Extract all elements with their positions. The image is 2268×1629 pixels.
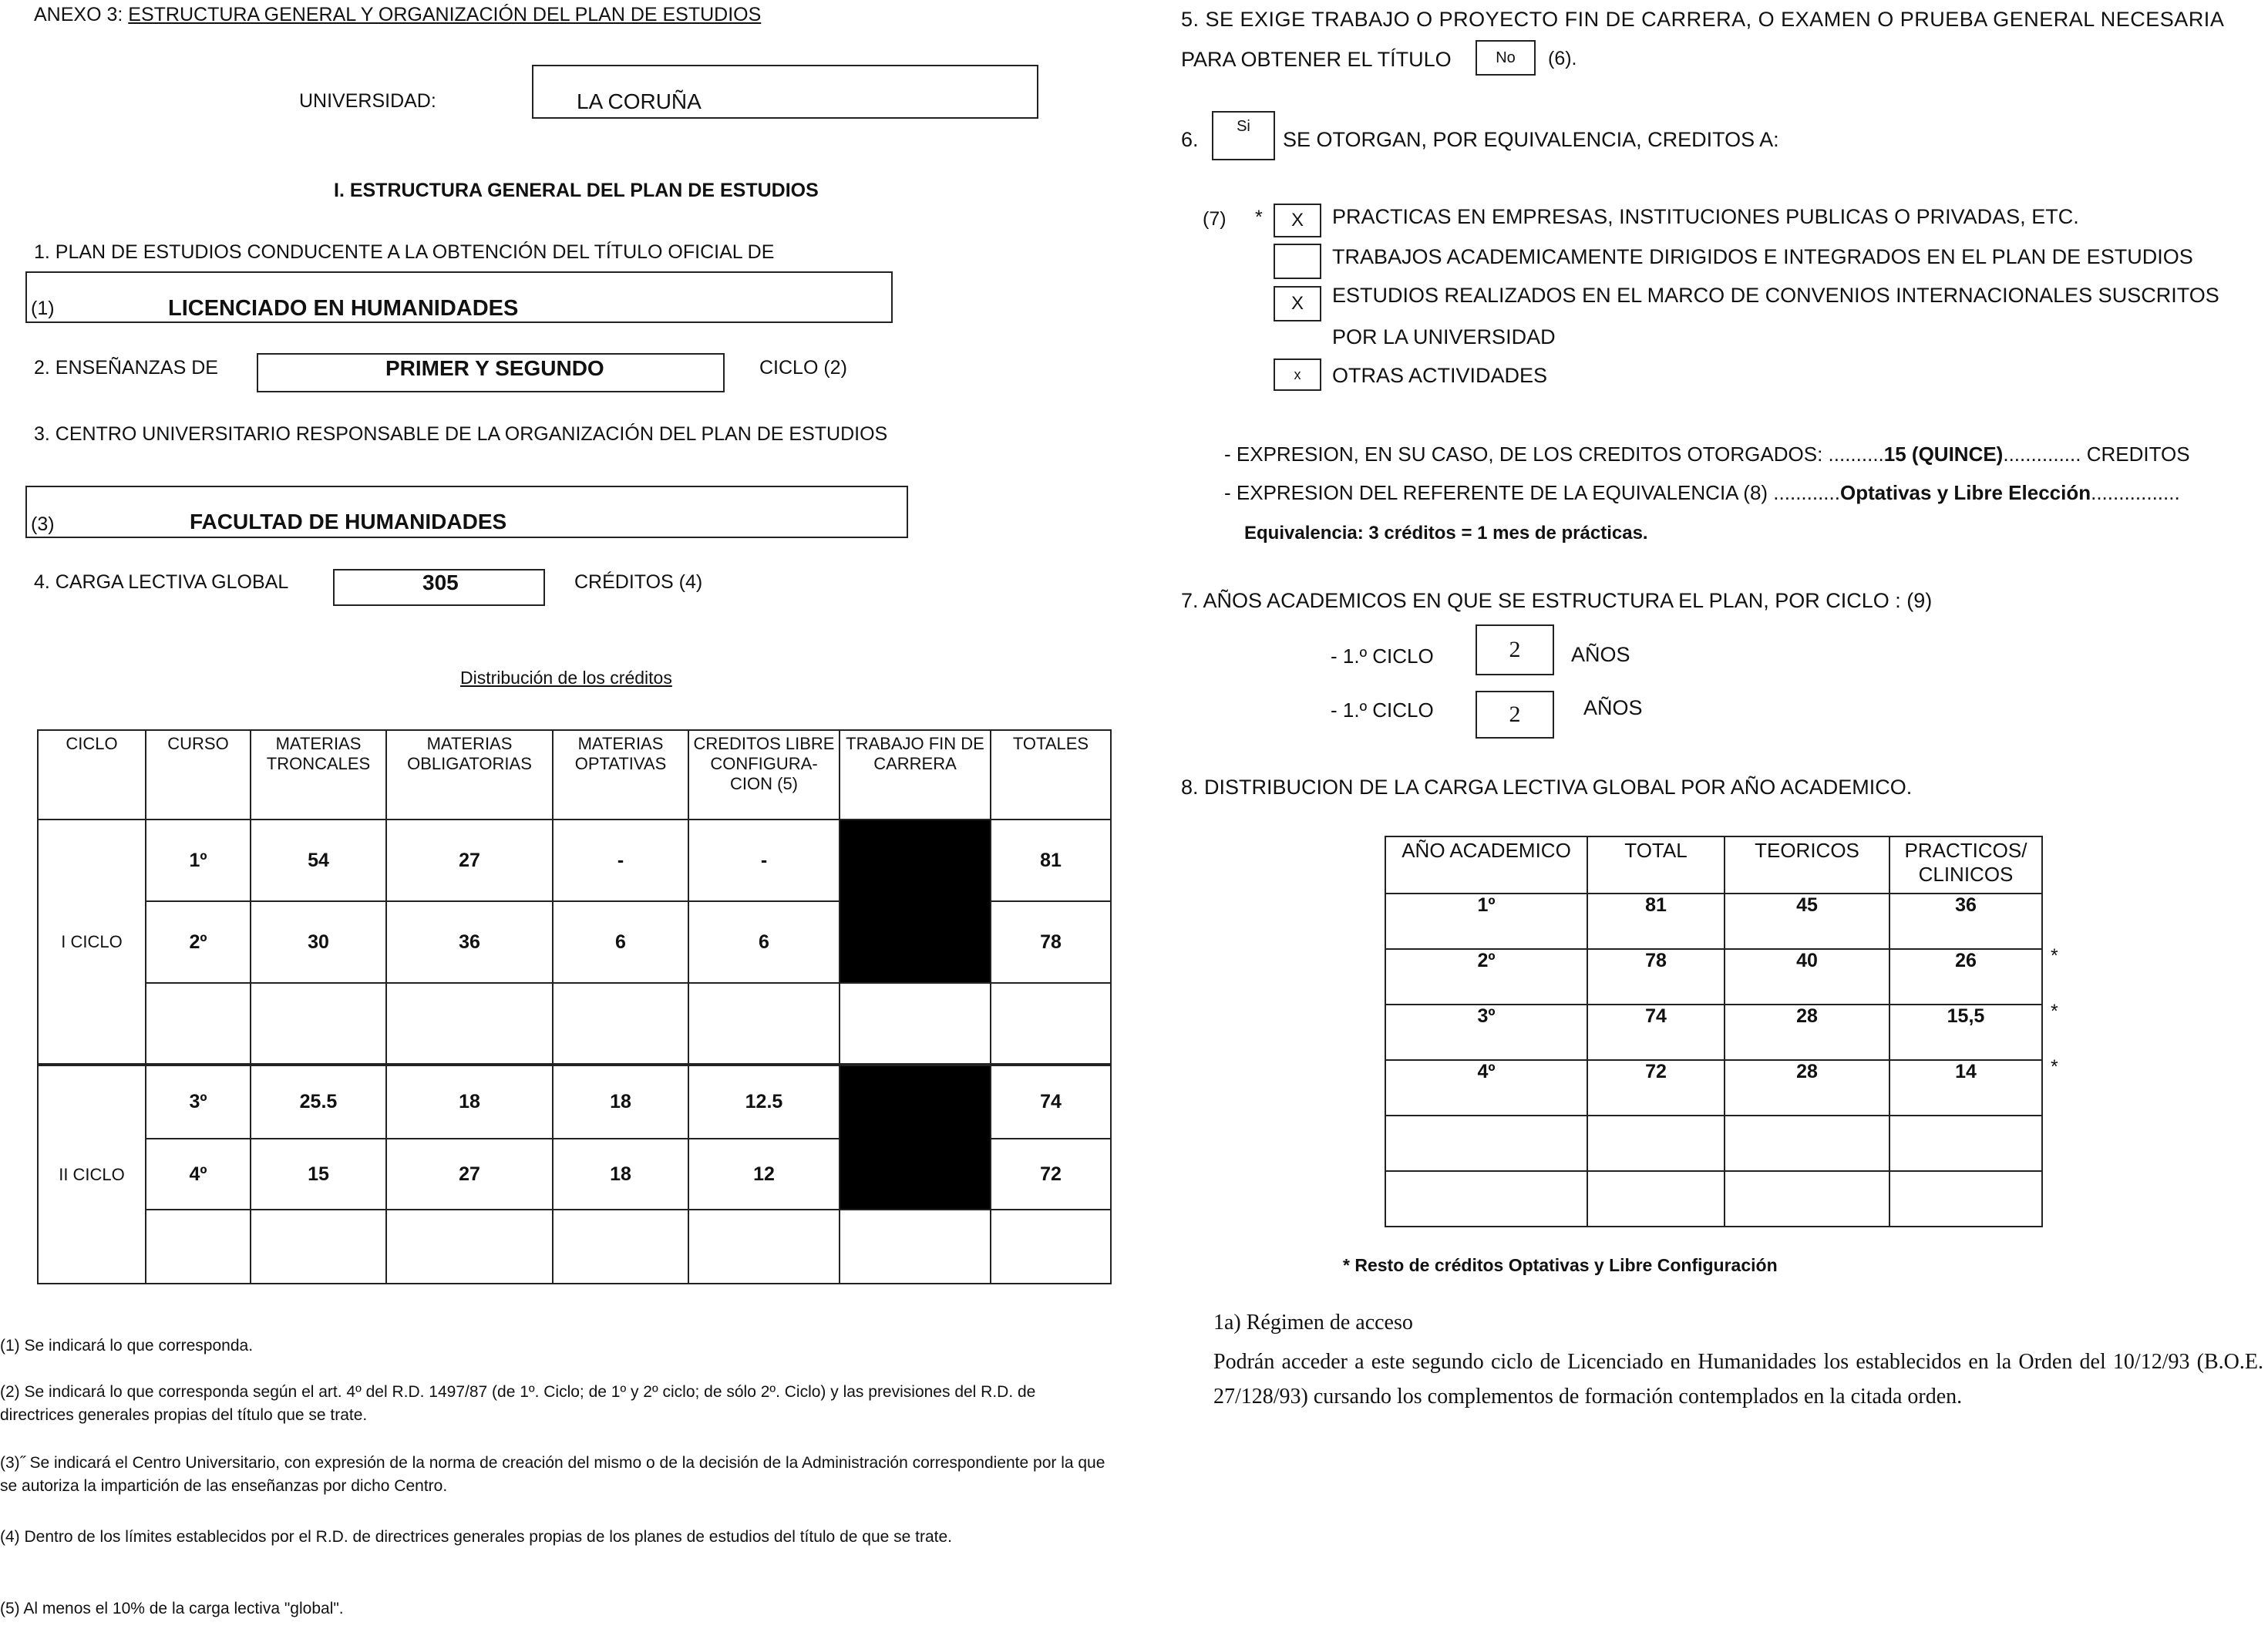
item4-label: 4. CARGA LECTIVA GLOBAL	[34, 571, 289, 593]
expression-referent	[1224, 481, 2180, 505]
cell: 1º	[146, 820, 251, 901]
section-title: I. ESTRUCTURA GENERAL DEL PLAN DE ESTUDIOS	[334, 180, 819, 201]
cycle-row-2-label: - 1.º CICLO	[1331, 698, 1434, 722]
cell: 14	[1889, 1060, 2042, 1116]
item1-marker: (1)	[31, 298, 55, 319]
note-3: (3)˝ Se indicará el Centro Universitario, con expresión de la norma de creación del mismo o de la decisión de la Administración correspondiente por la que se autoriza la impartición de las enseñanzas por dicho Centro.	[0, 1454, 1105, 1495]
item4-suffix: CRÉDITOS (4)	[574, 571, 703, 593]
credits-header-row	[38, 730, 1111, 820]
table-row	[1385, 1005, 2042, 1060]
cell: 30	[251, 901, 386, 983]
cell: -	[553, 820, 688, 901]
note-5: (5) Al menos el 10% de la carga lectiva "global".	[0, 1600, 344, 1617]
cell	[553, 983, 688, 1065]
cycle-row-1-years: 2	[1476, 624, 1554, 675]
table-row-empty	[1385, 1116, 2042, 1171]
table-row-empty	[1385, 1171, 2042, 1227]
cell	[146, 983, 251, 1065]
table-row	[38, 1065, 1111, 1139]
cycle-row-2-unit: AÑOS	[1583, 696, 1643, 719]
header-troncales: MATERIAS TRONCALES	[251, 730, 386, 820]
universidad-label: UNIVERSIDAD:	[299, 90, 436, 112]
header-trabajo: TRABAJO FIN DE CARRERA	[840, 730, 991, 820]
cell: 81	[1587, 894, 1725, 949]
regimen-title: 1a) Régimen de acceso	[1213, 1311, 1413, 1335]
cell: 3º	[146, 1065, 251, 1139]
cell: 28	[1725, 1060, 1889, 1116]
annex-title: ESTRUCTURA GENERAL Y ORGANIZACIÓN DEL PLAN DE ESTUDIOS	[128, 4, 762, 25]
cell: 40	[1725, 949, 1889, 1005]
cell: 54	[251, 820, 386, 901]
header-teoricos: TEORICOS	[1725, 836, 1889, 894]
item2-suffix: CICLO (2)	[759, 357, 847, 379]
cell: 36	[386, 901, 553, 983]
item6-number: 6.	[1181, 128, 1199, 151]
cell: 3º	[1385, 1005, 1587, 1060]
option-label-otras: OTRAS ACTIVIDADES	[1332, 364, 1548, 387]
table-row-empty	[38, 1210, 1111, 1284]
cell	[840, 1210, 991, 1284]
table-row	[1385, 949, 2042, 1005]
distribution-table	[1385, 836, 2043, 1227]
cycle-row-1-label: - 1.º CICLO	[1331, 645, 1434, 668]
cycle-label: II CICLO	[38, 1065, 146, 1284]
table-row-empty	[38, 983, 1111, 1065]
item8-title: 8. DISTRIBUCION DE LA CARGA LECTIVA GLOBAL POR AÑO ACADEMICO.	[1181, 776, 1913, 799]
cell	[251, 983, 386, 1065]
item6-text: SE OTORGAN, POR EQUIVALENCIA, CREDITOS A:	[1283, 128, 1779, 151]
cell: 78	[991, 901, 1111, 983]
note-1: (1) Se indicará lo que corresponda.	[0, 1337, 254, 1355]
cell: 25.5	[251, 1065, 386, 1139]
expression-credits-suffix: .............. CREDITOS	[2003, 443, 2190, 466]
cell: 18	[386, 1065, 553, 1139]
item4-value: 305	[422, 570, 459, 594]
item2-value: PRIMER Y SEGUNDO	[385, 356, 604, 380]
item3-value: FACULTAD DE HUMANIDADES	[190, 510, 507, 533]
item7-marker: (7)	[1203, 208, 1227, 230]
note-2: (2) Se indicará lo que corresponda según el art. 4º del R.D. 1497/87 (de 1º. Ciclo; de 1º y 2º ciclo; de sólo 2º. Ciclo) y las previsiones del R.D. de directrices generales propias del título que se trate.	[0, 1383, 1036, 1424]
cell	[688, 983, 840, 1065]
annex-heading	[34, 4, 761, 26]
regimen-text: Podrán acceder a este segundo ciclo de Licenciado en Humanidades los establecidos en la Orden del 10/12/93 (B.O.E. 27/128/93) cursando los complementos de formación contemplados en la citada orden.	[1213, 1350, 2263, 1409]
expression-credits	[1224, 443, 2190, 466]
header-libre: CREDITOS LIBRE CONFIGURA-CION (5)	[688, 730, 840, 820]
blacked-out-cell	[840, 820, 991, 983]
cycle-label: I CICLO	[38, 820, 146, 1065]
option-checkbox-convenios[interactable]: X	[1274, 286, 1321, 321]
table-row	[1385, 894, 2042, 949]
cell	[1587, 1116, 1725, 1171]
header-curso: CURSO	[146, 730, 251, 820]
cell: 6	[688, 901, 840, 983]
header-totales: TOTALES	[991, 730, 1111, 820]
item5-line2: PARA OBTENER EL TÍTULO	[1181, 48, 1452, 71]
cell: 15	[251, 1139, 386, 1210]
expression-credits-value: 15 (QUINCE)	[1883, 443, 2004, 466]
cell	[991, 983, 1111, 1065]
header-total: TOTAL	[1587, 836, 1725, 894]
cell: 45	[1725, 894, 1889, 949]
distribution-title: Distribución de los créditos	[460, 668, 672, 688]
table-row	[1385, 1060, 2042, 1116]
header-optativas: MATERIAS OPTATIVAS	[553, 730, 688, 820]
cell	[553, 1210, 688, 1284]
item5-line1: 5. SE EXIGE TRABAJO O PROYECTO FIN DE CARRERA, O EXAMEN O PRUEBA GENERAL NECESARIA	[1181, 8, 2225, 31]
cell: 15,5	[1889, 1005, 2042, 1060]
item6-value-box: Si	[1212, 111, 1275, 160]
annex-prefix: ANEXO 3:	[34, 4, 123, 25]
expression-referent-prefix: - EXPRESION DEL REFERENTE DE LA EQUIVALENCIA (8) ............	[1224, 481, 1840, 504]
blacked-out-cell	[840, 1065, 991, 1210]
cell	[386, 983, 553, 1065]
cell: 18	[553, 1065, 688, 1139]
cycle-row-2-years: 2	[1476, 691, 1554, 739]
cell	[146, 1210, 251, 1284]
header-ano: AÑO ACADEMICO	[1385, 836, 1587, 894]
header-ciclo: CICLO	[38, 730, 146, 820]
header-practicos: PRACTICOS/ CLINICOS	[1889, 836, 2042, 894]
cell: 18	[553, 1139, 688, 1210]
cell: 12.5	[688, 1065, 840, 1139]
item1-value: LICENCIADO EN HUMANIDADES	[168, 296, 519, 321]
item1-label: 1. PLAN DE ESTUDIOS CONDUCENTE A LA OBTENCIÓN DEL TÍTULO OFICIAL DE	[34, 241, 775, 263]
cell	[1725, 1171, 1889, 1227]
cell: 72	[991, 1139, 1111, 1210]
cell: 74	[1587, 1005, 1725, 1060]
table-footnote: * Resto de créditos Optativas y Libre Configuración	[1343, 1255, 1778, 1275]
cell: -	[688, 820, 840, 901]
equivalence-note: Equivalencia: 3 créditos = 1 mes de prácticas.	[1244, 523, 1648, 544]
cell	[386, 1210, 553, 1284]
row-asterisk: *	[2051, 1056, 2058, 1078]
cell: 27	[386, 820, 553, 901]
cell: 4º	[1385, 1060, 1587, 1116]
expression-referent-value: Optativas y Libre Elección	[1839, 481, 2091, 504]
cell	[991, 1210, 1111, 1284]
cell	[1889, 1171, 2042, 1227]
cell	[688, 1210, 840, 1284]
cycle-row-1-unit: AÑOS	[1571, 643, 1630, 666]
option-checkbox-trabajos[interactable]	[1274, 244, 1321, 279]
cell: 36	[1889, 894, 2042, 949]
distribution-header-row	[1385, 836, 2042, 894]
row-asterisk: *	[2051, 945, 2058, 967]
cell	[1587, 1171, 1725, 1227]
cell: 72	[1587, 1060, 1725, 1116]
item5-value-box: No	[1476, 40, 1536, 76]
item7-title: 7. AÑOS ACADEMICOS EN QUE SE ESTRUCTURA EL PLAN, POR CICLO : (9)	[1181, 589, 1933, 612]
option-checkbox-practicas[interactable]: X	[1274, 204, 1321, 237]
cell	[1725, 1116, 1889, 1171]
row-asterisk: *	[2051, 1001, 2058, 1022]
cell	[1889, 1116, 2042, 1171]
cell: 78	[1587, 949, 1725, 1005]
option-label-universidad: POR LA UNIVERSIDAD	[1332, 325, 1556, 348]
cell: 26	[1889, 949, 2042, 1005]
note-4: (4) Dentro de los límites establecidos por el R.D. de directrices generales propias de los planes de estudios del título de que se trate.	[0, 1528, 953, 1546]
item7-star: *	[1255, 207, 1263, 228]
cell	[840, 983, 991, 1065]
cell	[251, 1210, 386, 1284]
item3-label: 3. CENTRO UNIVERSITARIO RESPONSABLE DE LA ORGANIZACIÓN DEL PLAN DE ESTUDIOS	[34, 423, 888, 445]
cell: 2º	[146, 901, 251, 983]
option-label-trabajos: TRABAJOS ACADEMICAMENTE DIRIGIDOS E INTEGRADOS EN EL PLAN DE ESTUDIOS	[1332, 245, 2193, 268]
cell: 2º	[1385, 949, 1587, 1005]
cell: 27	[386, 1139, 553, 1210]
option-checkbox-otras[interactable]: x	[1274, 358, 1321, 391]
item5-suffix: (6).	[1548, 48, 1577, 69]
expression-credits-prefix: - EXPRESION, EN SU CASO, DE LOS CREDITOS OTORGADOS: ..........	[1224, 443, 1884, 466]
cell: 74	[991, 1065, 1111, 1139]
cell: 12	[688, 1139, 840, 1210]
cell: 81	[991, 820, 1111, 901]
cell	[1385, 1171, 1587, 1227]
universidad-value: LA CORUÑA	[577, 89, 702, 113]
header-obligatorias: MATERIAS OBLIGATORIAS	[386, 730, 553, 820]
cell: 6	[553, 901, 688, 983]
item3-marker: (3)	[31, 513, 55, 535]
item2-label: 2. ENSEÑANZAS DE	[34, 357, 218, 379]
cell: 4º	[146, 1139, 251, 1210]
cell: 1º	[1385, 894, 1587, 949]
option-label-convenios: ESTUDIOS REALIZADOS EN EL MARCO DE CONVENIOS INTERNACIONALES SUSCRITOS	[1332, 284, 2219, 307]
credits-table	[37, 729, 1112, 1284]
cell: 28	[1725, 1005, 1889, 1060]
cell	[1385, 1116, 1587, 1171]
option-label-practicas: PRACTICAS EN EMPRESAS, INSTITUCIONES PUBLICAS O PRIVADAS, ETC.	[1332, 205, 2079, 228]
expression-referent-suffix: ................	[2091, 481, 2180, 504]
table-row	[38, 820, 1111, 901]
